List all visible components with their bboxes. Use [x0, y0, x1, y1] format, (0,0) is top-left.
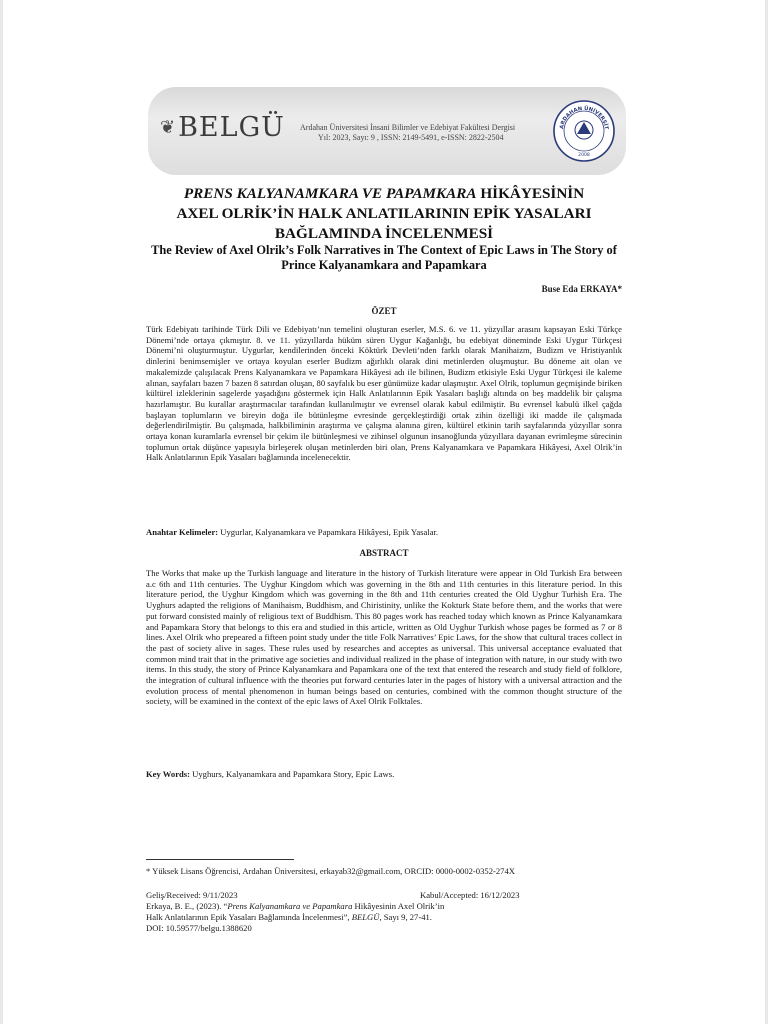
doi-link[interactable]: DOI: 10.59577/belgu.1388620: [146, 923, 252, 933]
english-title: The Review of Axel Olrik’s Folk Narratives in The Context of Epic Laws in The Story of Prince Kalyanamkara and Papamkara: [151, 243, 617, 272]
citation-prefix: Erkaya, B. E., (2023). “: [146, 901, 228, 911]
university-seal-icon: [553, 100, 615, 162]
journal-name: Ardahan Üniversitesi İnsani Bilimler ve Edebiyat Fakültesi Dergisi: [300, 123, 516, 132]
author-name: Buse Eda ERKAYA*: [541, 284, 622, 294]
abstract-keywords: [146, 769, 622, 780]
keywords-label: Key Words:: [146, 769, 191, 779]
citation-italic-title: Prens Kalyanamkara ve Papamkara: [227, 901, 353, 911]
title-line2: AXEL OLRİK’İN HALK ANLATILARININ EPİK YASALARI: [176, 205, 592, 222]
logo-text: BELGÜ: [178, 112, 285, 143]
journal-info: [300, 123, 515, 143]
citation-suffix: , Sayı 9, 27-41.: [379, 911, 432, 922]
ozet-heading: ÖZET: [371, 306, 397, 316]
ozet-keywords: [146, 527, 622, 538]
ozet-body: Türk Edebiyatı tarihinde Türk Dili ve Edebiyatı’nın temelini oluşturan eserler, M.S. 6. ve 11. yüzyıllar arasını kapsayan Eski Türkçe Dönemi’nde ortaya çıkmıştır. 8. ve 11. yüzyıllarda hüküm süren Uygur Kağanlığı, bu edebiyat döneminde Eski Uygur Türkçesi Dönemi’ni oluşturmuştur. Uygurlar, kendilerinden önceki Köktürk Devleti’nden farklı olarak Manihaizm, Budizm ve Hristiyanlık dinlerini benimsemişler ve ortaya koyulan eserler Budizm ağırlıklı olarak dini metinlerden oluşmuştur. Bu döneme ait olan ve makalemizde çalışılacak Prens Kalyanamkara ve Papamkara Hikâyesi adı ile bilinen, Budizm etkisiyle Eski Uygur Türkçesi ile kaleme alınan, sayfaları bazen 7 bazen 8 satırdan oluşan, 80 sayfalık bu eser günümüze kadar ulaşmıştır. Axel Olrik, toplumun geçmişinde biriken kültürel izleklerinin sagelerde yaşadığını göstermek için Halk Anlatılarının Epik Yasaları başlığı altında on beş maddelik bir çalışma hazırlamıştır. Bu kurallar araştırmacılar tarafından kullanılmıştır ve evrensel olarak kabul edilmiştir. Bu evrensel kabulü ilkel çağda başlayan toplumların ve bireyin doğa ile bütünleşme evresinde gerçekleştirdiği ortak zihin özelliği iki madde ile çalışmada değerlendirilmiştir. Bu çalışmada, halkbiliminin araştırma ve çalışma alanına giren, kültürel etkinin tarih sayfalarında yüzyıllar sonra ortaya konan kuramlarla evrensel bir çekim ile bütünleşmesi ve zihinsel olgunun insanoğlunda yüzyıllara dayanan evrimleşme sürecinin toplumun ortak düşünce yapısıyla birleşerek oluşan metinlerden biri olan, Prens Kalyanamkara ve Papamkara Hikâyesi, Axel Olrik’in Halk Anlatılarının Epik Yasaları bağlamında incelenecektir.: [146, 324, 622, 463]
seal-text: ARDAHAN ÜNİVERSİT: [559, 105, 609, 130]
keywords-text: Uyghurs, Kalyanamkara and Papamkara Story, Epic Laws.: [190, 769, 395, 779]
journal-issue: Yıl: 2023, Sayı: 9 , ISSN: 2149-5491, e-ISSN: 2822-2504: [318, 133, 504, 142]
keywords-text: Uygurlar, Kalyanamkara ve Papamkara Hikâyesi, Epik Yasalar.: [218, 527, 439, 537]
title-italic: PRENS KALYANAMKARA VE PAPAMKARA: [183, 185, 477, 202]
citation-journal: BELGÜ: [351, 911, 380, 922]
citation: [146, 901, 446, 922]
ornament-icon: ❦: [160, 117, 177, 138]
title-line1-rest: HİKÂYESİNİN: [476, 185, 585, 202]
received-date: Geliş/Received: 9/11/2023: [146, 890, 238, 900]
accepted-date: Kabul/Accepted: 16/12/2023: [420, 890, 520, 900]
abstract-body: The Works that make up the Turkish language and literature in the history of Turkish literature were appear in Old Turkish Era between a.c 6th and 11th centuries. The Uyghur Kingdom which was governing in the 8th and 11th centuries in this literature period. In this literature period, the Uyghur Kingdom which was governing in the 8th and 11th centuries created the Old Uyghur Turhish Era. The Uyghurs adapted the religions of Manihaism, Buddhism, and Chiristinity, unlike the Kokturk State before them, and the works that were put forward consisted mainly of religious text of Buddhism. This 80 pages work has reached today which known as Prince Kalyanamkara and Papamkara Story that belongs to this era and studied in this article, written as Old Uyghur Turkish whose pages be formed as 7 or 8 lines. Axel Olrik who prepeared a fifteen point study under the title Folk Narratives’ Epic Laws, for the show that cultural traces collect in the past of society alive in sages. These rules used by researches and acceptes as universal. This universal acceptance evaluated that common mind trait that in the primative age societies and individual realized in the phase of integration with nature, in our study with two items. In this study, the story of Prince Kalyanamkara and Papamkara one of the text that entered the research and study field of folklore, the integration of cultural influence with the theories put forward centuries later in the pages of history with a universal attraction and the evolution process of mental phenomenon in human beings based on centuries, combined with the common thought structure of the society, will be examined in the context of the epic laws of Axel Olrik Folktales.: [146, 568, 622, 707]
article-title: [140, 184, 628, 244]
seal-year: 2008: [578, 153, 590, 158]
keywords-label: Anahtar Kelimeler:: [146, 527, 219, 537]
title-line3: BAĞLAMINDA İNCELENMESİ: [274, 225, 494, 242]
page-edge: [0, 0, 3, 1024]
footnote-rule: [146, 859, 294, 860]
journal-logo: [160, 112, 285, 143]
citation-middle: Hikâyesinin Axel Olrik’in Halk Anlatılarının Epik Yasaları Bağlamında İncelenmesi”,: [146, 901, 445, 922]
abstract-heading: ABSTRACT: [359, 548, 409, 558]
footnote: * Yüksek Lisans Öğrencisi, Ardahan Üniversitesi, erkayab32@gmail.com, ORCID: 0000-0002-0352-274X: [146, 866, 515, 876]
